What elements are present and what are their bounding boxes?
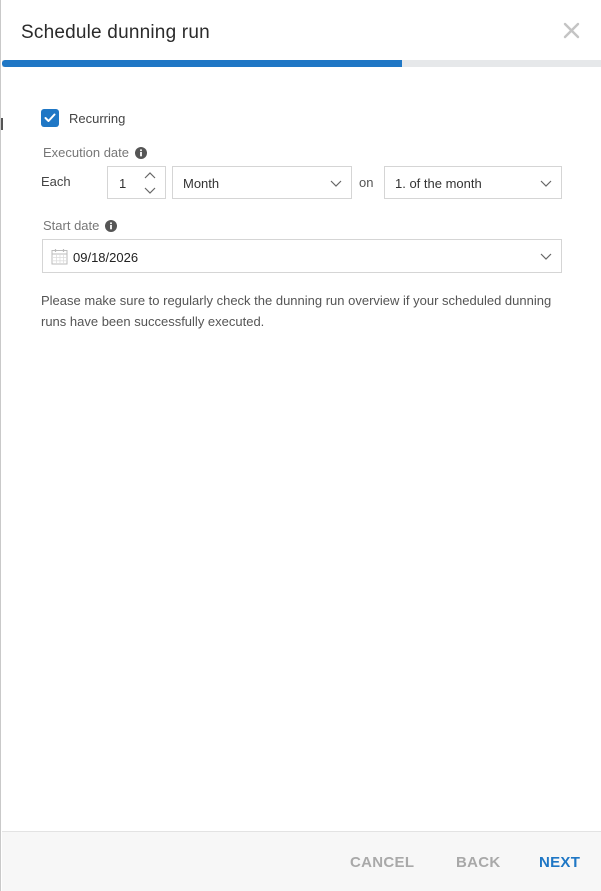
chevron-down-icon[interactable] xyxy=(540,251,552,261)
period-select[interactable] xyxy=(172,166,352,199)
edge-marker xyxy=(1,118,3,130)
dialog-footer xyxy=(2,831,601,891)
next-button[interactable]: NEXT xyxy=(539,854,581,871)
back-button[interactable]: BACK xyxy=(456,854,501,871)
help-text: Please make sure to regularly check the dunning run overview if your scheduled dunning runs have been successfully executed. xyxy=(41,293,552,329)
calendar-icon[interactable] xyxy=(51,248,68,265)
cancel-button[interactable]: CANCEL xyxy=(350,854,415,871)
start-date-input[interactable] xyxy=(42,239,562,273)
execution-date-label xyxy=(43,145,147,160)
recurring-row[interactable] xyxy=(41,108,125,128)
start-date-label-text: Start date xyxy=(43,218,100,233)
day-of-month-select-value: 1. of the month xyxy=(395,176,482,191)
chevron-down-icon xyxy=(540,178,552,188)
execution-date-label-text: Execution date xyxy=(43,145,130,160)
dialog-title: Schedule dunning run xyxy=(21,22,210,43)
info-icon[interactable] xyxy=(105,220,117,232)
checkmark-icon xyxy=(44,113,56,123)
on-label: on xyxy=(359,175,374,190)
interval-stepper[interactable] xyxy=(107,166,166,199)
chevron-up-icon[interactable] xyxy=(143,170,157,182)
recurring-checkbox[interactable] xyxy=(41,109,59,127)
period-select-value: Month xyxy=(183,176,220,191)
interval-value[interactable]: 1 xyxy=(119,176,127,191)
start-date-value[interactable]: 09/18/2026 xyxy=(73,250,139,265)
chevron-down-icon xyxy=(330,178,342,188)
start-date-label xyxy=(43,218,117,233)
day-of-month-select[interactable] xyxy=(384,166,562,199)
close-icon[interactable] xyxy=(561,20,583,42)
each-label: Each xyxy=(41,174,71,189)
info-icon[interactable] xyxy=(135,147,147,159)
chevron-down-icon[interactable] xyxy=(143,184,157,196)
dialog-header xyxy=(1,0,601,62)
recurring-label: Recurring xyxy=(69,110,126,126)
step-progress-fill xyxy=(2,60,402,67)
step-progress-bar xyxy=(2,60,601,67)
